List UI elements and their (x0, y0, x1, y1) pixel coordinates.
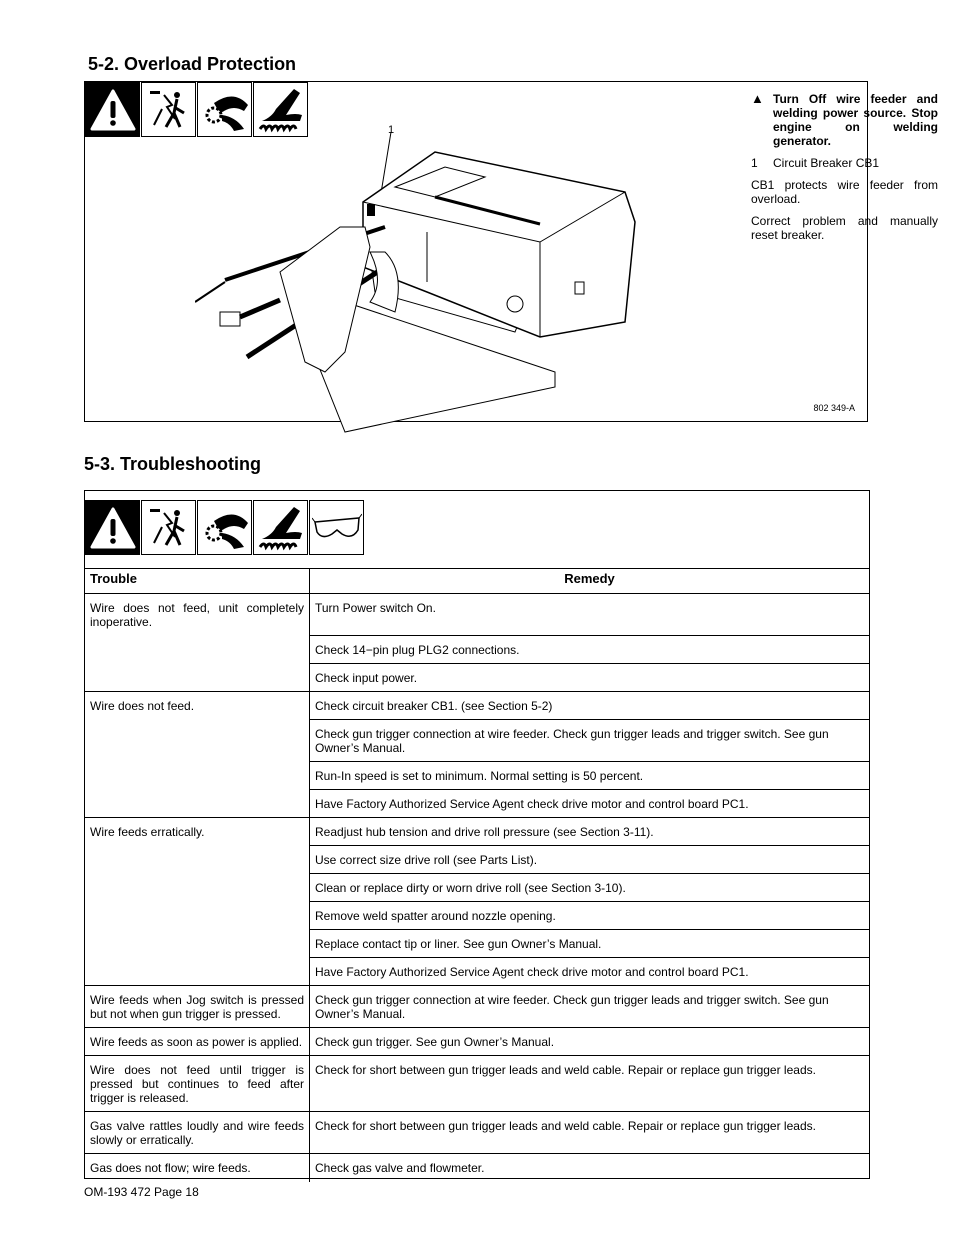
overload-heading: 5-2. Overload Protection (88, 54, 297, 74)
moving-parts-icon (197, 500, 252, 555)
column-header-remedy: Remedy (310, 569, 870, 594)
callout-legend-number: 1 (751, 156, 758, 170)
remedy-cell: Check circuit breaker CB1. (see Section 5-2) (310, 692, 870, 720)
table-row (85, 1056, 869, 1112)
remedy-cell: Remove weld spatter around nozzle opening. (310, 902, 870, 930)
remedy-cell: Check gas valve and flowmeter. (310, 1154, 870, 1182)
electric-shock-icon (141, 500, 196, 555)
trouble-cell: Gas valve rattles loudly and wire feeds slowly or erratically. (85, 1112, 310, 1154)
troubleshooting-safety-icons (85, 500, 365, 555)
callout-legend-1 (751, 156, 938, 170)
trouble-cell: Wire does not feed until trigger is pressed but continues to feed after trigger is released. (85, 1056, 310, 1112)
table-row (85, 818, 869, 846)
column-header-trouble: Trouble (85, 569, 310, 594)
trouble-cell: Wire feeds when Jog switch is pressed but not when gun trigger is pressed. (85, 986, 310, 1028)
table-row (85, 1112, 869, 1154)
page-footer: OM-193 472 Page 18 (84, 1185, 199, 1199)
warning-exclamation-icon (85, 500, 140, 555)
overload-instructions (751, 92, 938, 242)
wire-feeder-illustration (195, 132, 645, 442)
moving-parts-icon (197, 82, 252, 137)
overload-safety-icons (85, 82, 309, 137)
table-row (85, 692, 869, 720)
remedy-cell: Check input power. (310, 664, 870, 692)
safety-glasses-icon (309, 500, 364, 555)
table-row (85, 1154, 869, 1182)
hot-parts-icon (253, 82, 308, 137)
remedy-cell: Run-In speed is set to minimum. Normal setting is 50 percent. (310, 762, 870, 790)
troubleshooting-table-box (84, 490, 870, 1179)
overload-text-cb1: CB1 protects wire feeder from overload. (751, 178, 938, 206)
remedy-cell: Clean or replace dirty or worn drive roll (see Section 3-10). (310, 874, 870, 902)
trouble-cell: Wire does not feed, unit completely inoperative. (85, 594, 310, 692)
figure-code: 802 349-A (813, 403, 855, 413)
remedy-cell: Replace contact tip or liner. See gun Owner’s Manual. (310, 930, 870, 958)
callout-legend-label: Circuit Breaker CB1 (773, 156, 880, 170)
hot-parts-icon (253, 500, 308, 555)
warning-triangle-icon: ▲ (751, 91, 764, 106)
trouble-cell: Wire feeds as soon as power is applied. (85, 1028, 310, 1056)
table-row (85, 986, 869, 1028)
remedy-cell: Check for short between gun trigger leads and weld cable. Repair or replace gun trigger leads. (310, 1112, 870, 1154)
remedy-cell: Have Factory Authorized Service Agent check drive motor and control board PC1. (310, 790, 870, 818)
overload-figure-box (84, 81, 938, 422)
table-row (85, 1028, 869, 1056)
trouble-cell: Wire does not feed. (85, 692, 310, 818)
remedy-cell: Readjust hub tension and drive roll pressure (see Section 3-11). (310, 818, 870, 846)
overload-text-reset: Correct problem and manually reset breaker. (751, 214, 938, 242)
remedy-cell: Check for short between gun trigger leads and weld cable. Repair or replace gun trigger leads. (310, 1056, 870, 1112)
remedy-cell: Have Factory Authorized Service Agent check drive motor and control board PC1. (310, 958, 870, 986)
trouble-cell: Gas does not flow; wire feeds. (85, 1154, 310, 1182)
table-header-row (85, 569, 869, 594)
remedy-cell: Use correct size drive roll (see Parts List). (310, 846, 870, 874)
warning-exclamation-icon (85, 82, 140, 137)
electric-shock-icon (141, 82, 196, 137)
troubleshooting-heading: 5-3. Troubleshooting (84, 454, 262, 474)
callout-number-1: 1 (388, 124, 395, 136)
troubleshooting-icon-strip (85, 491, 869, 569)
overload-warning (751, 92, 938, 148)
overload-warning-text: Turn Off wire feeder and welding power source. Stop engine on welding generator. (773, 92, 938, 148)
remedy-cell: Check gun trigger. See gun Owner’s Manual. (310, 1028, 870, 1056)
troubleshooting-table-body (85, 594, 869, 1182)
remedy-cell: Check gun trigger connection at wire feeder. Check gun trigger leads and trigger switch. See gun Owner’s Manual. (310, 720, 870, 762)
remedy-cell: Check gun trigger connection at wire feeder. Check gun trigger leads and trigger switch. See gun Owner’s Manual. (310, 986, 870, 1028)
remedy-cell: Check 14−pin plug PLG2 connections. (310, 636, 870, 664)
troubleshooting-table (85, 569, 869, 1182)
remedy-cell: Turn Power switch On. (310, 594, 870, 636)
trouble-cell: Wire feeds erratically. (85, 818, 310, 986)
table-row (85, 594, 869, 636)
